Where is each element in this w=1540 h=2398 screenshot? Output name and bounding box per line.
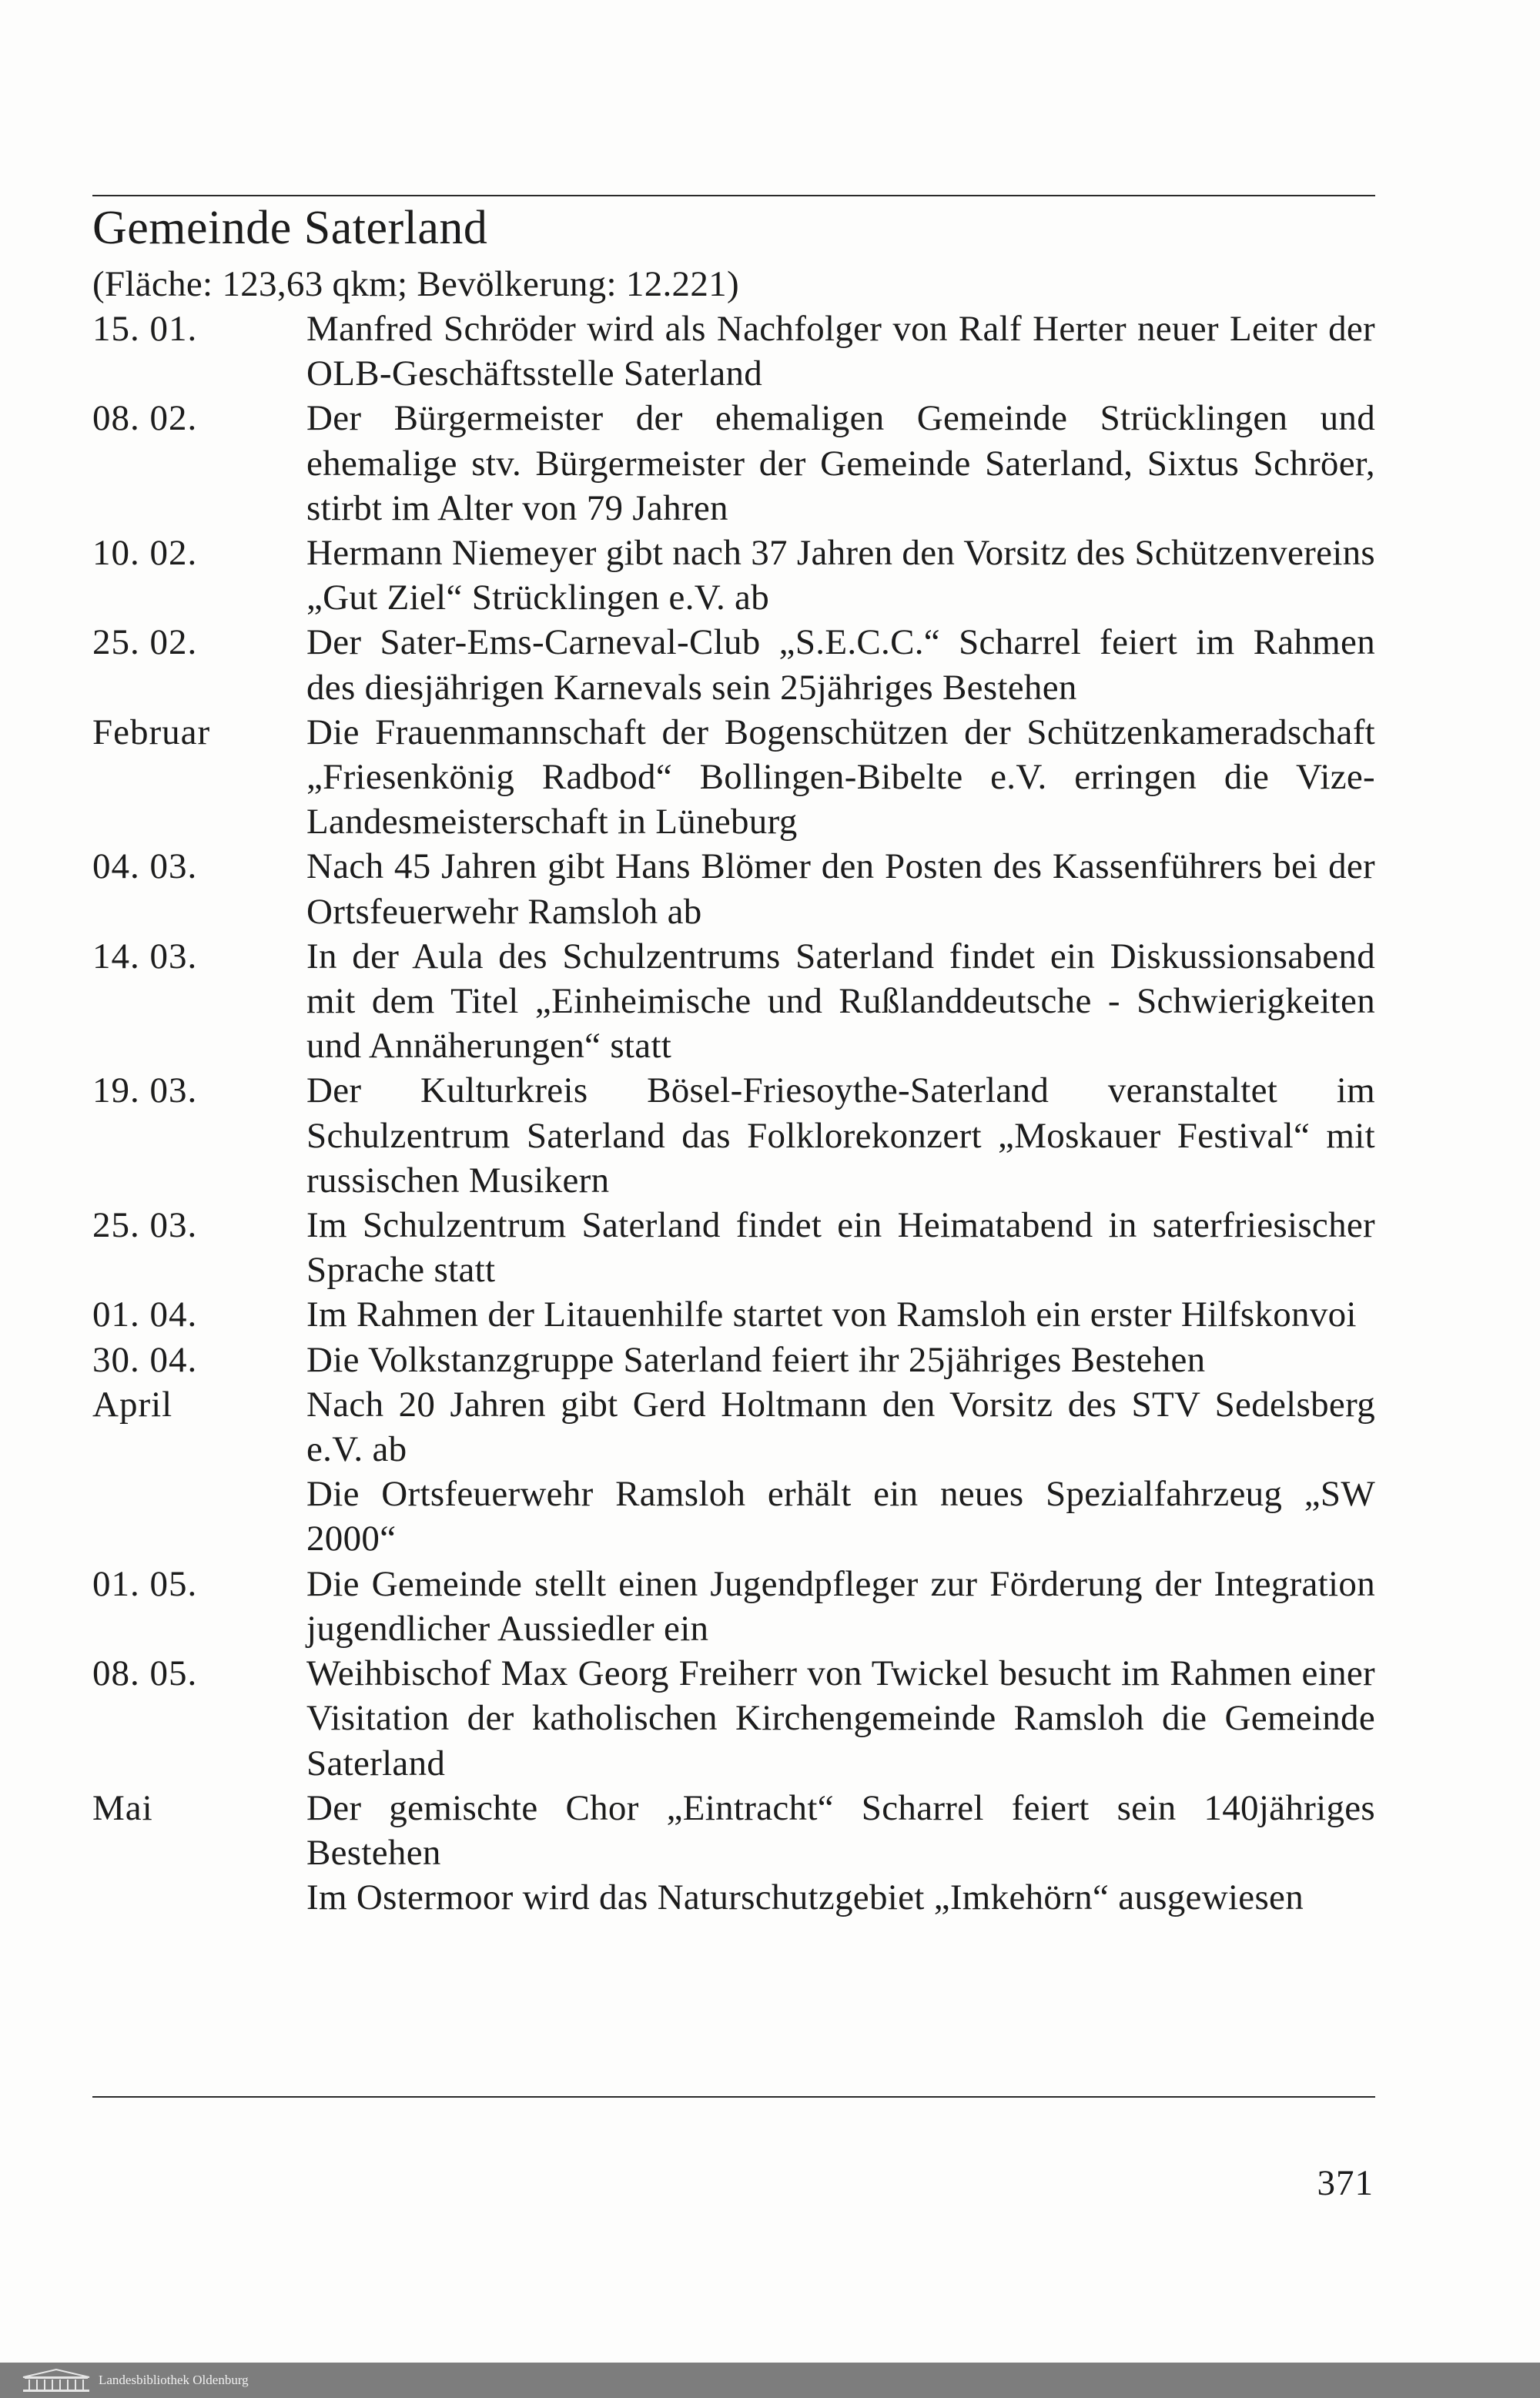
entry-text (306, 1786, 1375, 1921)
entry-paragraph: Weihbischof Max Georg Freiherr von Twickel besucht im Rahmen einer Visitation der katholischen Kirchengemeinde Ramsloh die Gemeinde Saterland (306, 1653, 1375, 1783)
chronicle-entry (92, 1068, 1375, 1203)
entry-date: 10. 02. (92, 533, 198, 574)
chronicle-entry (92, 620, 1375, 709)
entry-text (306, 1068, 1375, 1203)
chronicle-entry (92, 1786, 1375, 1921)
bottom-rule (92, 2096, 1375, 2098)
entry-text (306, 844, 1375, 933)
chronicle-entries (92, 306, 1375, 1920)
entry-date: 25. 03. (92, 1205, 198, 1246)
entry-date: Mai (92, 1787, 153, 1828)
entry-text (306, 1382, 1375, 1562)
entry-paragraph: Die Frauenmannschaft der Bogenschützen der Schützenkameradschaft „Friesenkönig Radbod“ Bollingen-Bibelte e.V. erringen die Vize-Landesmeisterschaft in Lüneburg (306, 712, 1375, 842)
entry-date: 04. 03. (92, 846, 198, 887)
entry-text (306, 531, 1375, 620)
entry-paragraph: Die Gemeinde stellt einen Jugendpfleger zur Förderung der Integration jugendlicher Aussiedler ein (306, 1563, 1375, 1649)
entry-text (306, 1203, 1375, 1292)
entry-text (306, 710, 1375, 845)
entry-text (306, 1562, 1375, 1651)
entry-date: 15. 01. (92, 309, 198, 349)
entry-text (306, 934, 1375, 1069)
section-title: Gemeinde Saterland (92, 202, 488, 254)
footer-bar (0, 2363, 1540, 2398)
entry-date: 08. 05. (92, 1653, 198, 1694)
entry-date: 14. 03. (92, 936, 198, 976)
chronicle-entry (92, 934, 1375, 1069)
chronicle-entry (92, 1203, 1375, 1292)
chronicle-entry (92, 710, 1375, 845)
top-rule (92, 195, 1375, 196)
entry-text (306, 1338, 1375, 1382)
entry-paragraph: Im Schulzentrum Saterland findet ein Heimatabend in saterfriesischer Sprache statt (306, 1205, 1375, 1291)
entry-date: 19. 03. (92, 1070, 198, 1111)
chronicle-entry (92, 1292, 1375, 1337)
entry-date: 01. 05. (92, 1563, 198, 1604)
entry-paragraph: Hermann Niemeyer gibt nach 37 Jahren den Vorsitz des Schützenvereins „Gut Ziel“ Strücklingen e.V. ab (306, 533, 1375, 618)
entry-paragraph: Nach 20 Jahren gibt Gerd Holtmann den Vorsitz des STV Sedelsberg e.V. ab (306, 1384, 1375, 1470)
footer-library-name: Landesbibliothek Oldenburg (99, 2373, 249, 2387)
chronicle-entry (92, 844, 1375, 933)
entry-date: 30. 04. (92, 1339, 198, 1380)
entry-paragraph: Der Kulturkreis Bösel-Friesoythe-Saterland veranstaltet im Schulzentrum Saterland das Folklorekonzert „Moskauer Festival“ mit russischen Musikern (306, 1070, 1375, 1201)
entry-paragraph: Im Ostermoor wird das Naturschutzgebiet „Imkehörn“ ausgewiesen (306, 1877, 1304, 1918)
entry-paragraph: Der Bürgermeister der ehemaligen Gemeinde Strücklingen und ehemalige stv. Bürgermeister der Gemeinde Saterland, Sixtus Schröer, stirbt im Alter von 79 Jahren (306, 398, 1375, 528)
entry-date: 01. 04. (92, 1294, 198, 1335)
entry-text (306, 396, 1375, 531)
chronicle-entry (92, 1382, 1375, 1562)
chronicle-entry (92, 1338, 1375, 1382)
entry-paragraph: Der Sater-Ems-Carneval-Club „S.E.C.C.“ Scharrel feiert im Rahmen des diesjährigen Karnevals sein 25jähriges Bestehen (306, 622, 1375, 708)
entry-paragraph: Im Rahmen der Litauenhilfe startet von Ramsloh ein erster Hilfskonvoi (306, 1294, 1357, 1335)
chronicle-entry (92, 1562, 1375, 1651)
section-subtitle: (Fläche: 123,63 qkm; Bevölkerung: 12.221) (92, 264, 739, 304)
entry-text (306, 1292, 1375, 1337)
chronicle-entry (92, 531, 1375, 620)
entry-text (306, 1651, 1375, 1786)
entry-paragraph: Die Volkstanzgruppe Saterland feiert ihr 25jähriges Bestehen (306, 1339, 1206, 1380)
entry-paragraph: In der Aula des Schulzentrums Saterland findet ein Diskussionsabend mit dem Titel „Einheimische und Rußlanddeutsche - Schwierigkeiten und Annäherungen“ statt (306, 936, 1375, 1067)
entry-paragraph: Die Ortsfeuerwehr Ramsloh erhält ein neues Spezialfahrzeug „SW 2000“ (306, 1474, 1375, 1559)
entry-date: April (92, 1384, 173, 1425)
library-building-icon (22, 2368, 91, 2393)
entry-text (306, 620, 1375, 709)
entry-paragraph: Manfred Schröder wird als Nachfolger von Ralf Herter neuer Leiter der OLB-Geschäftsstelle Saterland (306, 309, 1375, 394)
entry-date: Februar (92, 712, 211, 752)
entry-text (306, 306, 1375, 396)
entry-paragraph: Der gemischte Chor „Eintracht“ Scharrel feiert sein 140jähriges Bestehen (306, 1787, 1375, 1873)
entry-date: 25. 02. (92, 622, 198, 663)
chronicle-entry (92, 1651, 1375, 1786)
chronicle-entry (92, 396, 1375, 531)
chronicle-entry (92, 306, 1375, 396)
entry-paragraph: Nach 45 Jahren gibt Hans Blömer den Posten des Kassenführers bei der Ortsfeuerwehr Ramsloh ab (306, 846, 1375, 932)
page-number: 371 (1317, 2163, 1374, 2203)
entry-date: 08. 02. (92, 398, 198, 439)
